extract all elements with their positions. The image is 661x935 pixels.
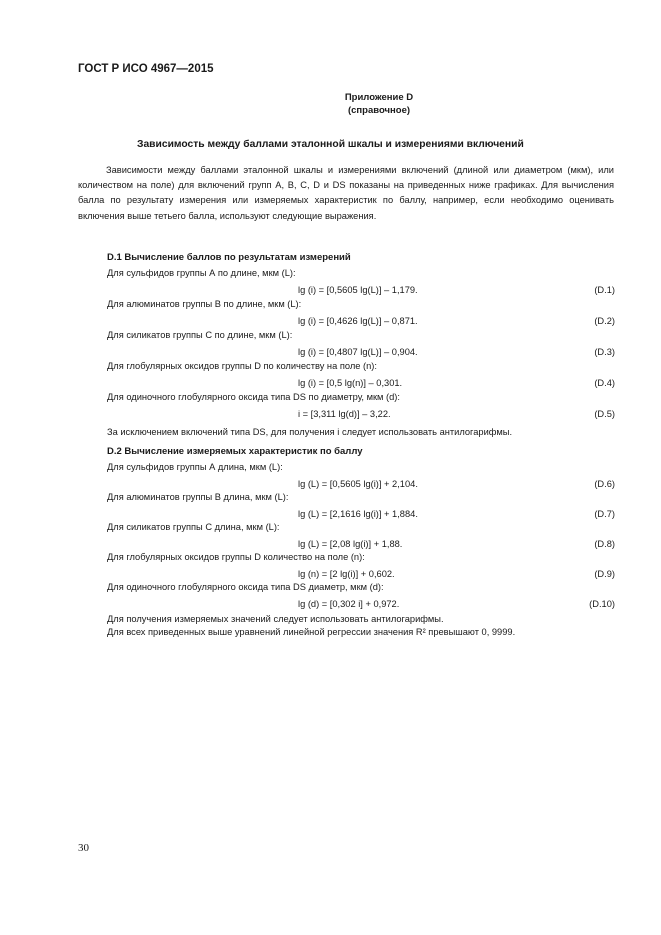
d1-label-3: Для силикатов группы С по длине, мкм (L): — [107, 330, 293, 340]
d1-formula-5: i = [3,311 lg(d)] – 3,22. — [298, 409, 391, 419]
annex-type: (справочное) — [347, 104, 411, 116]
d1-eq-number-1: (D.1) — [594, 285, 615, 295]
d1-formula-3: lg (i) = [0,4807 lg(L)] – 0,904. — [298, 347, 418, 357]
document-header: ГОСТ Р ИСО 4967—2015 — [78, 63, 214, 75]
d1-eq-number-2: (D.2) — [594, 316, 615, 326]
d1-eq-number-3: (D.3) — [594, 347, 615, 357]
d2-note-antilog: Для получения измеряемых значений следует использовать антилогарифмы. — [107, 614, 444, 624]
d2-label-3: Для силикатов группы С длина, мкм (L): — [107, 522, 280, 532]
d1-label-1: Для сульфидов группы А по длине, мкм (L): — [107, 268, 296, 278]
d2-formula-3: lg (L) = [2,08 lg(i)] + 1,88. — [298, 539, 403, 549]
d1-formula-2: lg (i) = [0,4626 lg(L)] – 0,871. — [298, 316, 418, 326]
d2-formula-5: lg (d) = [0,302 i] + 0,972. — [298, 599, 400, 609]
d2-formula-1: lg (L) = [0,5605 lg(i)] + 2,104. — [298, 479, 418, 489]
d2-label-4: Для глобулярных оксидов группы D количество на поле (n): — [107, 552, 365, 562]
d2-label-5: Для одиночного глобулярного оксида типа DS диаметр, мкм (d): — [107, 582, 384, 592]
d2-note-r-squared: Для всех приведенных выше уравнений линейной регрессии значения R² превышают 0, 9999. — [107, 627, 516, 637]
annex-label: Приложение D — [344, 92, 414, 103]
d1-note: За исключением включений типа DS, для получения i следует использовать антилогарифмы. — [107, 427, 513, 437]
section-d1-title: D.1 Вычисление баллов по результатам измерений — [107, 252, 351, 263]
d2-eq-number-3: (D.8) — [594, 539, 615, 549]
page-number: 30 — [78, 842, 89, 854]
d2-eq-number-1: (D.6) — [594, 479, 615, 489]
d2-label-2: Для алюминатов группы В длина, мкм (L): — [107, 492, 289, 502]
d1-formula-1: lg (i) = [0,5605 lg(L)] – 1,179. — [298, 285, 418, 295]
d2-formula-2: lg (L) = [2,1616 lg(i)] + 1,884. — [298, 509, 418, 519]
d1-label-5: Для одиночного глобулярного оксида типа DS по диаметру, мкм (d): — [107, 392, 400, 402]
d2-eq-number-2: (D.7) — [594, 509, 615, 519]
d1-label-4: Для глобулярных оксидов группы D по количеству на поле (n): — [107, 361, 377, 371]
d1-eq-number-4: (D.4) — [594, 378, 615, 388]
d2-eq-number-4: (D.9) — [594, 569, 615, 579]
intro-paragraph: Зависимости между баллами эталонной шкалы и измерениями включений (длиной или диаметром (мкм), или количеством на поле) для включений групп A, B, C, D и DS показаны на приведенных ниже графиках. Для вычисления балла по результату измерения или измеряемых характеристик по баллу, например, если необходимо оценивать включения выше тетьего балла, используют следующие выражения. — [78, 165, 614, 221]
d1-eq-number-5: (D.5) — [594, 409, 615, 419]
d2-eq-number-5: (D.10) — [589, 599, 615, 609]
d1-formula-4: lg (i) = [0,5 lg(n)] – 0,301. — [298, 378, 403, 388]
d1-label-2: Для алюминатов группы В по длине, мкм (L): — [107, 299, 302, 309]
d2-label-1: Для сульфидов группы А длина, мкм (L): — [107, 462, 283, 472]
d2-formula-4: lg (n) = [2 lg(i)] + 0,602. — [298, 569, 395, 579]
annex-title: Зависимость между баллами эталонной шкалы и измерениями включений — [137, 139, 524, 150]
section-d2-title: D.2 Вычисление измеряемых характеристик по баллу — [107, 446, 363, 457]
annex-heading — [310, 92, 448, 118]
